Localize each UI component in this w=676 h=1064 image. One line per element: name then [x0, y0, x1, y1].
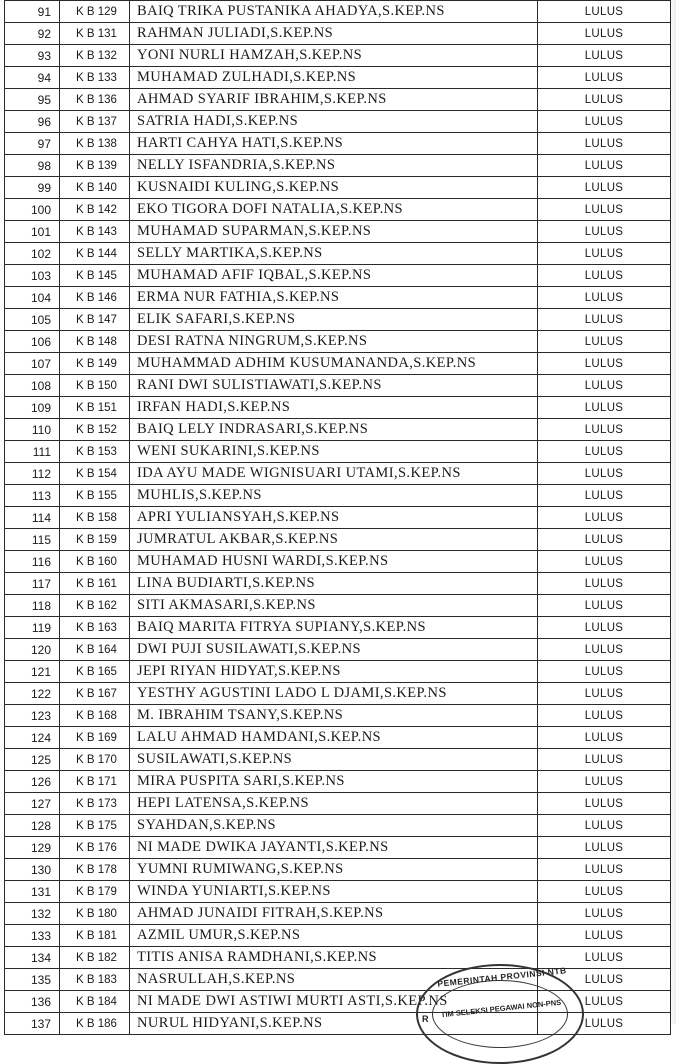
row-number: 94	[5, 67, 60, 89]
row-number: 116	[5, 551, 60, 573]
table-row	[5, 287, 671, 309]
status-cell: LULUS	[538, 837, 671, 859]
registration-code: K B 146	[60, 287, 130, 309]
table-row	[5, 683, 671, 705]
table-row	[5, 397, 671, 419]
registration-code: K B 160	[60, 551, 130, 573]
registration-code: K B 178	[60, 859, 130, 881]
registration-code: K B 151	[60, 397, 130, 419]
registration-code: K B 162	[60, 595, 130, 617]
row-number: 121	[5, 661, 60, 683]
row-number: 101	[5, 221, 60, 243]
participant-name: EKO TIGORA DOFI NATALIA,S.KEP.NS	[130, 199, 538, 221]
status-cell: LULUS	[538, 947, 671, 969]
status-cell: LULUS	[538, 265, 671, 287]
table-row	[5, 793, 671, 815]
status-cell: LULUS	[538, 23, 671, 45]
table-row	[5, 639, 671, 661]
participant-name: NI MADE DWI ASTIWI MURTI ASTI,S.KEP.NS	[130, 991, 538, 1013]
registration-code: K B 133	[60, 67, 130, 89]
participant-name: ERMA NUR FATHIA,S.KEP.NS	[130, 287, 538, 309]
status-cell: LULUS	[538, 969, 671, 991]
status-cell: LULUS	[538, 991, 671, 1013]
status-cell: LULUS	[538, 859, 671, 881]
row-number: 107	[5, 353, 60, 375]
status-cell: LULUS	[538, 375, 671, 397]
registration-code: K B 163	[60, 617, 130, 639]
table-row	[5, 903, 671, 925]
status-cell: LULUS	[538, 463, 671, 485]
registration-code: K B 131	[60, 23, 130, 45]
row-number: 96	[5, 111, 60, 133]
participant-name: WENI SUKARINI,S.KEP.NS	[130, 441, 538, 463]
registration-code: K B 136	[60, 89, 130, 111]
status-cell: LULUS	[538, 551, 671, 573]
table-row	[5, 749, 671, 771]
row-number: 124	[5, 727, 60, 749]
row-number: 129	[5, 837, 60, 859]
row-number: 130	[5, 859, 60, 881]
row-number: 119	[5, 617, 60, 639]
participant-name: NELLY ISFANDRIA,S.KEP.NS	[130, 155, 538, 177]
status-cell: LULUS	[538, 529, 671, 551]
table-row	[5, 815, 671, 837]
registration-code: K B 145	[60, 265, 130, 287]
row-number: 103	[5, 265, 60, 287]
row-number: 135	[5, 969, 60, 991]
status-cell: LULUS	[538, 1013, 671, 1035]
row-number: 111	[5, 441, 60, 463]
row-number: 131	[5, 881, 60, 903]
registration-code: K B 150	[60, 375, 130, 397]
status-cell: LULUS	[538, 309, 671, 331]
registration-code: K B 168	[60, 705, 130, 727]
table-row	[5, 881, 671, 903]
registration-code: K B 183	[60, 969, 130, 991]
status-cell: LULUS	[538, 155, 671, 177]
participant-name: MUHAMAD HUSNI WARDI,S.KEP.NS	[130, 551, 538, 573]
table-row	[5, 573, 671, 595]
table-row	[5, 89, 671, 111]
participant-name: AZMIL UMUR,S.KEP.NS	[130, 925, 538, 947]
table-row	[5, 353, 671, 375]
status-cell: LULUS	[538, 727, 671, 749]
participant-name: YESTHY AGUSTINI LADO L DJAMI,S.KEP.NS	[130, 683, 538, 705]
table-row	[5, 925, 671, 947]
row-number: 104	[5, 287, 60, 309]
participant-name: TITIS ANISA RAMDHANI,S.KEP.NS	[130, 947, 538, 969]
table-row	[5, 243, 671, 265]
status-cell: LULUS	[538, 331, 671, 353]
table-row	[5, 551, 671, 573]
row-number: 123	[5, 705, 60, 727]
registration-code: K B 153	[60, 441, 130, 463]
status-cell: LULUS	[538, 199, 671, 221]
table-row	[5, 177, 671, 199]
status-cell: LULUS	[538, 617, 671, 639]
participant-name: IDA AYU MADE WIGNISUARI UTAMI,S.KEP.NS	[130, 463, 538, 485]
stamp-committee-text: TIM SELEKSI PEGAWAI NON-PNS	[440, 997, 562, 1020]
row-number: 100	[5, 199, 60, 221]
table-row	[5, 837, 671, 859]
status-cell: LULUS	[538, 45, 671, 67]
status-cell: LULUS	[538, 111, 671, 133]
status-cell: LULUS	[538, 573, 671, 595]
registration-code: K B 180	[60, 903, 130, 925]
status-cell: LULUS	[538, 815, 671, 837]
table-row	[5, 463, 671, 485]
row-number: 95	[5, 89, 60, 111]
row-number: 114	[5, 507, 60, 529]
status-cell: LULUS	[538, 903, 671, 925]
participant-name: NI MADE DWIKA JAYANTI,S.KEP.NS	[130, 837, 538, 859]
status-cell: LULUS	[538, 397, 671, 419]
participant-name: LALU AHMAD HAMDANI,S.KEP.NS	[130, 727, 538, 749]
row-number: 92	[5, 23, 60, 45]
registration-code: K B 186	[60, 1013, 130, 1035]
table-row	[5, 111, 671, 133]
participant-name: MUHAMAD SUPARMAN,S.KEP.NS	[130, 221, 538, 243]
table-row	[5, 155, 671, 177]
row-number: 97	[5, 133, 60, 155]
status-cell: LULUS	[538, 793, 671, 815]
table-row	[5, 331, 671, 353]
row-number: 122	[5, 683, 60, 705]
row-number: 120	[5, 639, 60, 661]
row-number: 128	[5, 815, 60, 837]
row-number: 106	[5, 331, 60, 353]
participant-name: KUSNAIDI KULING,S.KEP.NS	[130, 177, 538, 199]
table-row	[5, 67, 671, 89]
registration-code: K B 175	[60, 815, 130, 837]
row-number: 115	[5, 529, 60, 551]
row-number: 113	[5, 485, 60, 507]
status-cell: LULUS	[538, 881, 671, 903]
registration-code: K B 137	[60, 111, 130, 133]
participant-name: NASRULLAH,S.KEP.NS	[130, 969, 538, 991]
participant-name: IRFAN HADI,S.KEP.NS	[130, 397, 538, 419]
status-cell: LULUS	[538, 419, 671, 441]
participant-name: MIRA PUSPITA SARI,S.KEP.NS	[130, 771, 538, 793]
registration-code: K B 171	[60, 771, 130, 793]
table-row	[5, 727, 671, 749]
row-number: 137	[5, 1013, 60, 1035]
participant-name: JUMRATUL AKBAR,S.KEP.NS	[130, 529, 538, 551]
registration-code: K B 152	[60, 419, 130, 441]
table-row	[5, 45, 671, 67]
participant-name: M. IBRAHIM TSANY,S.KEP.NS	[130, 705, 538, 727]
status-cell: LULUS	[538, 595, 671, 617]
status-cell: LULUS	[538, 661, 671, 683]
registration-code: K B 154	[60, 463, 130, 485]
registration-code: K B 140	[60, 177, 130, 199]
participant-name: RANI DWI SULISTIAWATI,S.KEP.NS	[130, 375, 538, 397]
status-cell: LULUS	[538, 353, 671, 375]
registration-code: K B 164	[60, 639, 130, 661]
registration-code: K B 139	[60, 155, 130, 177]
registration-code: K B 169	[60, 727, 130, 749]
status-cell: LULUS	[538, 177, 671, 199]
table-row	[5, 705, 671, 727]
status-cell: LULUS	[538, 1, 671, 23]
row-number: 110	[5, 419, 60, 441]
results-table-body	[5, 1, 671, 1035]
stamp-issuer-text: PEMERINTAH PROVINSI NTB	[436, 965, 568, 989]
status-cell: LULUS	[538, 89, 671, 111]
table-row	[5, 133, 671, 155]
participant-name: SUSILAWATI,S.KEP.NS	[130, 749, 538, 771]
status-cell: LULUS	[538, 243, 671, 265]
participant-name: SELLY MARTIKA,S.KEP.NS	[130, 243, 538, 265]
participant-name: YONI NURLI HAMZAH,S.KEP.NS	[130, 45, 538, 67]
table-row	[5, 595, 671, 617]
participant-name: LINA BUDIARTI,S.KEP.NS	[130, 573, 538, 595]
row-number: 118	[5, 595, 60, 617]
table-row	[5, 617, 671, 639]
registration-code: K B 155	[60, 485, 130, 507]
table-row	[5, 859, 671, 881]
registration-code: K B 184	[60, 991, 130, 1013]
row-number: 102	[5, 243, 60, 265]
table-row	[5, 485, 671, 507]
participant-name: AHMAD SYARIF IBRAHIM,S.KEP.NS	[130, 89, 538, 111]
status-cell: LULUS	[538, 925, 671, 947]
row-number: 127	[5, 793, 60, 815]
status-cell: LULUS	[538, 749, 671, 771]
participant-name: HEPI LATENSA,S.KEP.NS	[130, 793, 538, 815]
row-number: 125	[5, 749, 60, 771]
participant-name: WINDA YUNIARTI,S.KEP.NS	[130, 881, 538, 903]
participant-name: DESI RATNA NINGRUM,S.KEP.NS	[130, 331, 538, 353]
table-row	[5, 529, 671, 551]
registration-code: K B 167	[60, 683, 130, 705]
status-cell: LULUS	[538, 485, 671, 507]
registration-code: K B 181	[60, 925, 130, 947]
table-row	[5, 661, 671, 683]
participant-name: APRI YULIANSYAH,S.KEP.NS	[130, 507, 538, 529]
row-number: 136	[5, 991, 60, 1013]
registration-code: K B 161	[60, 573, 130, 595]
participant-name: JEPI RIYAN HIDYAT,S.KEP.NS	[130, 661, 538, 683]
row-number: 133	[5, 925, 60, 947]
participant-name: HARTI CAHYA HATI,S.KEP.NS	[130, 133, 538, 155]
registration-code: K B 148	[60, 331, 130, 353]
status-cell: LULUS	[538, 507, 671, 529]
participant-name: SYAHDAN,S.KEP.NS	[130, 815, 538, 837]
table-row	[5, 375, 671, 397]
participant-name: MUHAMAD AFIF IQBAL,S.KEP.NS	[130, 265, 538, 287]
row-number: 132	[5, 903, 60, 925]
participant-name: DWI PUJI SUSILAWATI,S.KEP.NS	[130, 639, 538, 661]
table-row	[5, 441, 671, 463]
participant-name: NURUL HIDYANI,S.KEP.NS	[130, 1013, 538, 1035]
status-cell: LULUS	[538, 67, 671, 89]
table-row	[5, 1, 671, 23]
table-row	[5, 419, 671, 441]
registration-code: K B 159	[60, 529, 130, 551]
status-cell: LULUS	[538, 133, 671, 155]
table-row	[5, 771, 671, 793]
status-cell: LULUS	[538, 221, 671, 243]
participant-name: SATRIA HADI,S.KEP.NS	[130, 111, 538, 133]
row-number: 93	[5, 45, 60, 67]
registration-code: K B 147	[60, 309, 130, 331]
row-number: 105	[5, 309, 60, 331]
table-row	[5, 221, 671, 243]
registration-code: K B 182	[60, 947, 130, 969]
status-cell: LULUS	[538, 639, 671, 661]
row-number: 126	[5, 771, 60, 793]
participant-name: BAIQ MARITA FITRYA SUPIANY,S.KEP.NS	[130, 617, 538, 639]
table-row	[5, 309, 671, 331]
registration-code: K B 158	[60, 507, 130, 529]
registration-code: K B 138	[60, 133, 130, 155]
row-number: 91	[5, 1, 60, 23]
registration-code: K B 179	[60, 881, 130, 903]
participant-name: AHMAD JUNAIDI FITRAH,S.KEP.NS	[130, 903, 538, 925]
registration-code: K B 142	[60, 199, 130, 221]
status-cell: LULUS	[538, 287, 671, 309]
status-cell: LULUS	[538, 683, 671, 705]
registration-code: K B 149	[60, 353, 130, 375]
table-row	[5, 507, 671, 529]
participant-name: RAHMAN JULIADI,S.KEP.NS	[130, 23, 538, 45]
row-number: 134	[5, 947, 60, 969]
registration-code: K B 129	[60, 1, 130, 23]
stamp-partial-text: R	[422, 1014, 429, 1024]
participant-name: BAIQ LELY INDRASARI,S.KEP.NS	[130, 419, 538, 441]
participant-name: BAIQ TRIKA PUSTANIKA AHADYA,S.KEP.NS	[130, 1, 538, 23]
results-table	[4, 0, 671, 1035]
participant-name: ELIK SAFARI,S.KEP.NS	[130, 309, 538, 331]
row-number: 117	[5, 573, 60, 595]
registration-code: K B 144	[60, 243, 130, 265]
participant-name: SITI AKMASARI,S.KEP.NS	[130, 595, 538, 617]
status-cell: LULUS	[538, 441, 671, 463]
row-number: 98	[5, 155, 60, 177]
row-number: 109	[5, 397, 60, 419]
row-number: 108	[5, 375, 60, 397]
registration-code: K B 170	[60, 749, 130, 771]
registration-code: K B 132	[60, 45, 130, 67]
participant-name: MUHAMAD ZULHADI,S.KEP.NS	[130, 67, 538, 89]
row-number: 99	[5, 177, 60, 199]
table-row	[5, 265, 671, 287]
registration-code: K B 176	[60, 837, 130, 859]
participant-name: YUMNI RUMIWANG,S.KEP.NS	[130, 859, 538, 881]
table-row	[5, 23, 671, 45]
participant-name: MUHLIS,S.KEP.NS	[130, 485, 538, 507]
registration-code: K B 143	[60, 221, 130, 243]
participant-name: MUHAMMAD ADHIM KUSUMANANDA,S.KEP.NS	[130, 353, 538, 375]
registration-code: K B 165	[60, 661, 130, 683]
official-stamp	[416, 964, 584, 1064]
status-cell: LULUS	[538, 705, 671, 727]
status-cell: LULUS	[538, 771, 671, 793]
table-row	[5, 199, 671, 221]
row-number: 112	[5, 463, 60, 485]
registration-code: K B 173	[60, 793, 130, 815]
